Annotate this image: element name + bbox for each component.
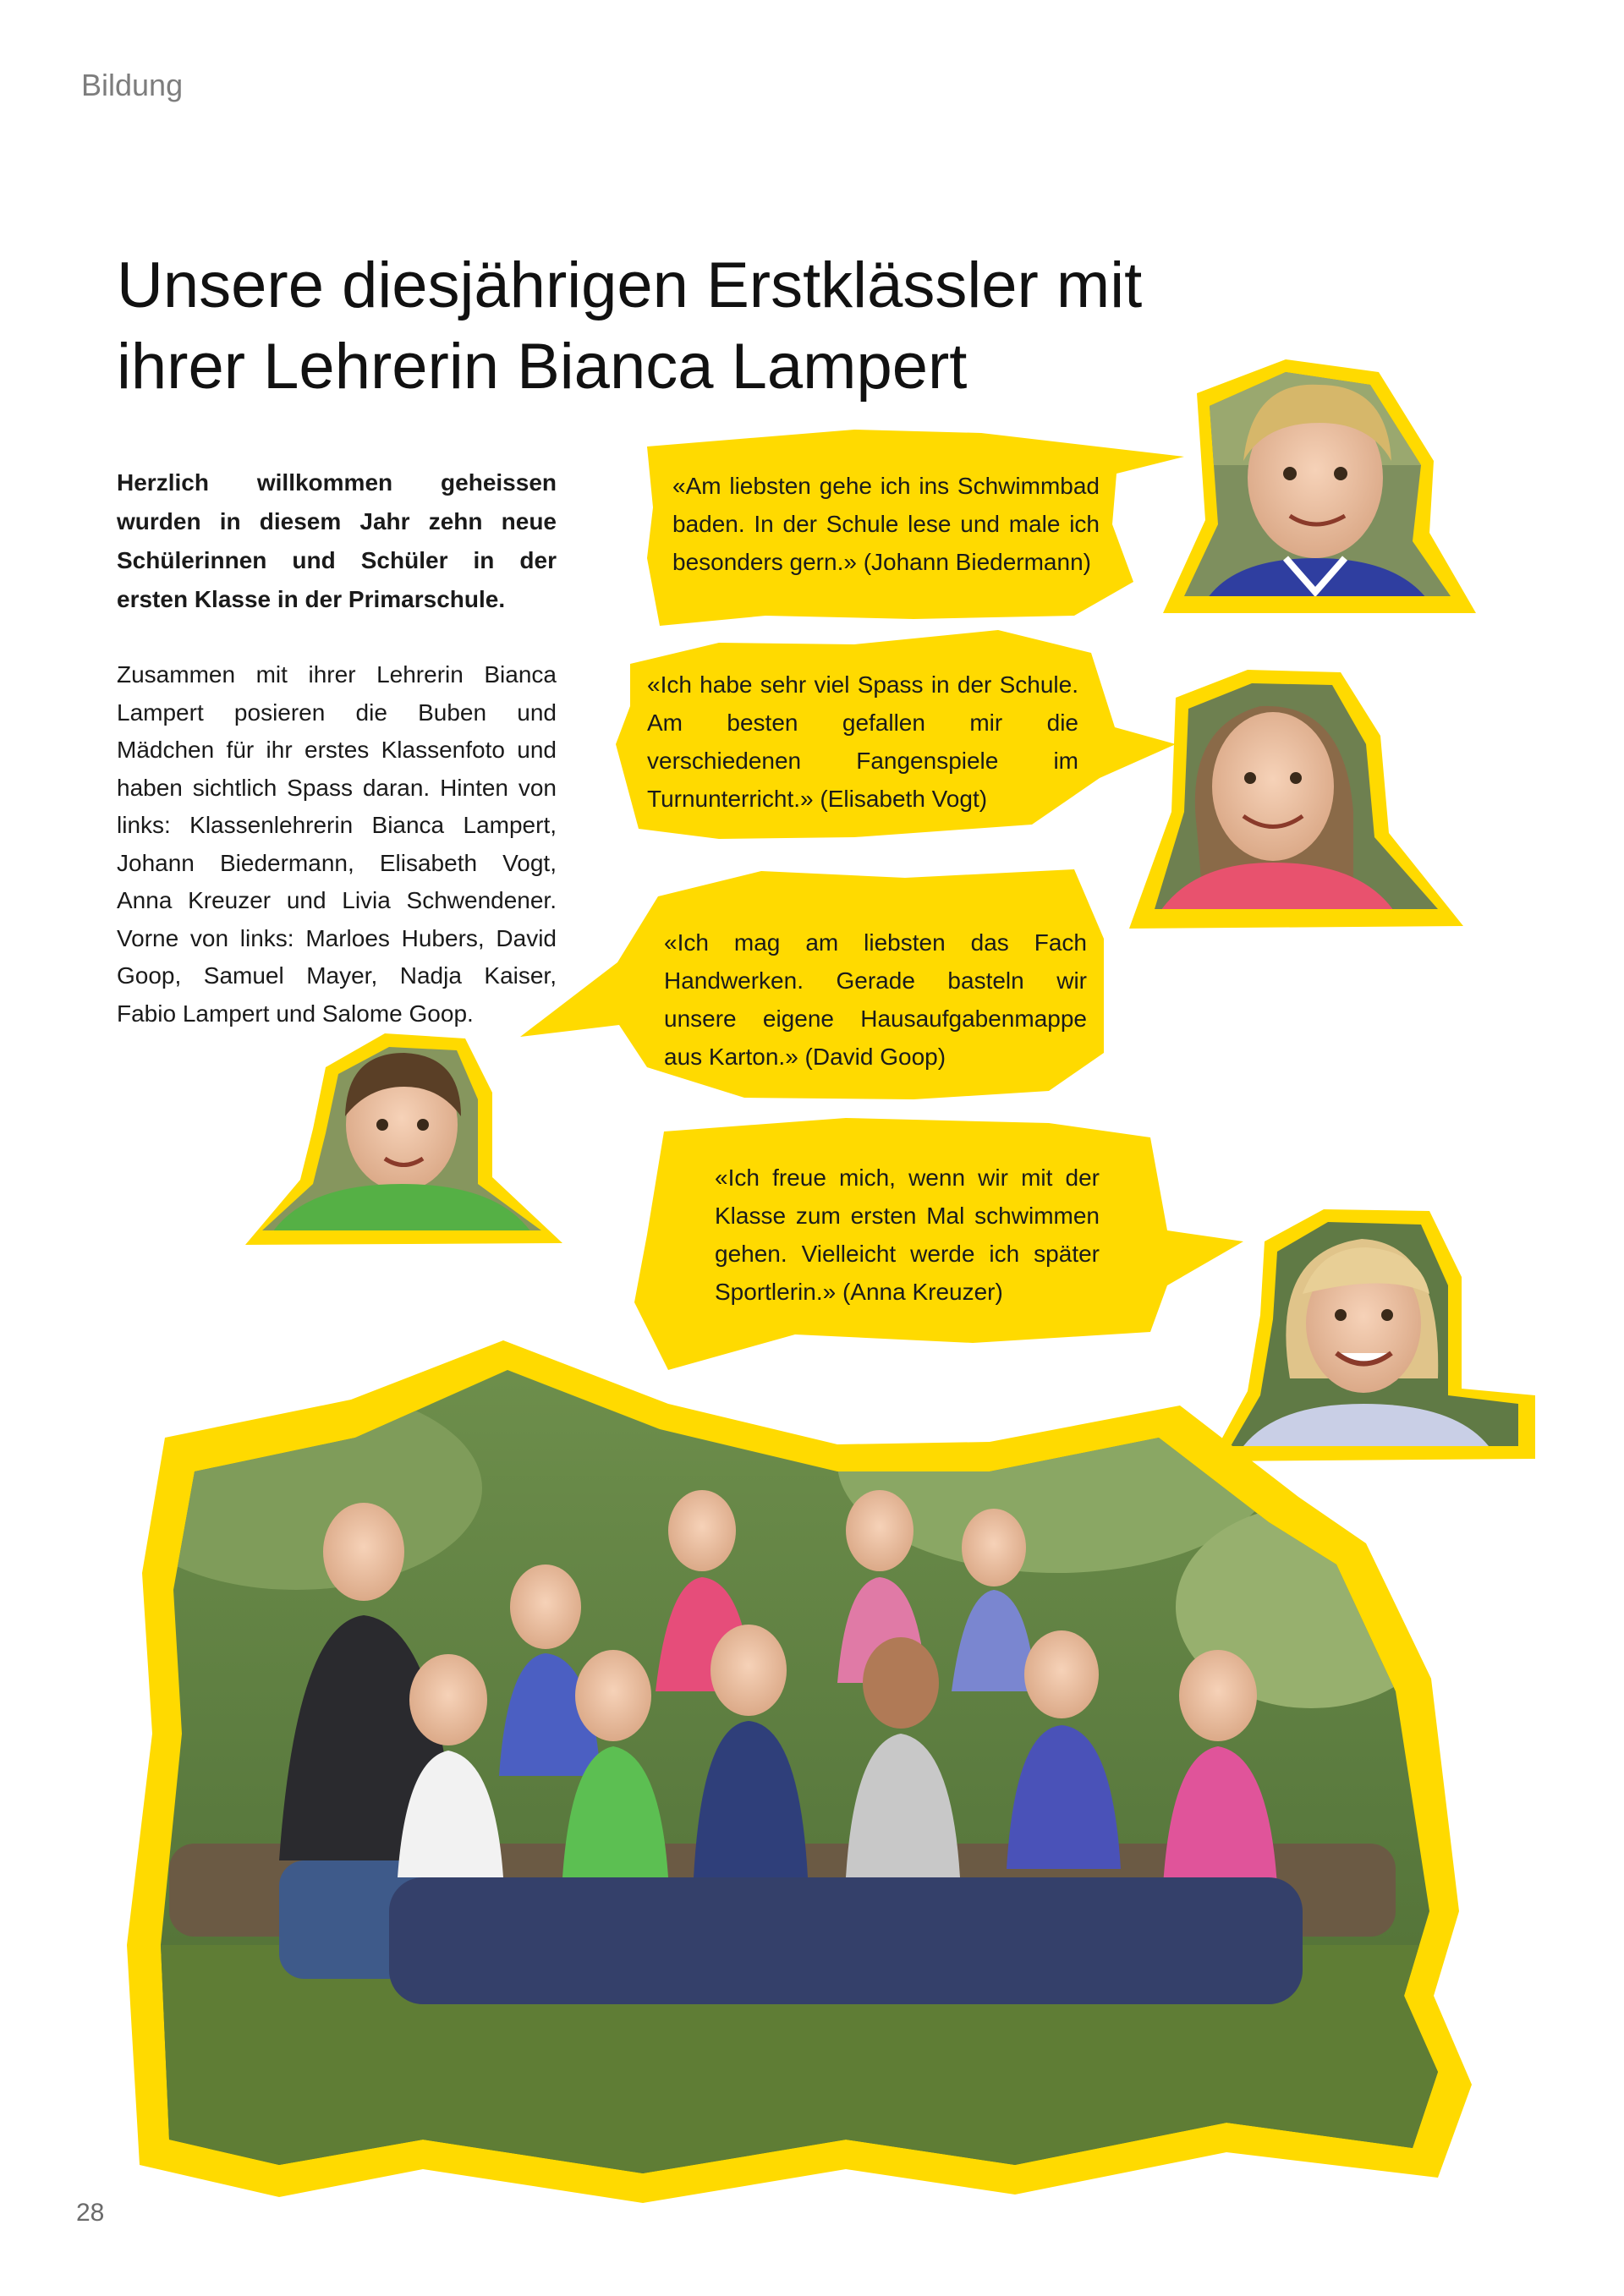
section-label: Bildung bbox=[81, 68, 184, 102]
portrait-2-image bbox=[1150, 677, 1446, 922]
quote-1-text: «Am liebsten gehe ich ins Schwimmbad baden. In der Schule lese und male ich besonders gern.» (Johann Biedermann) bbox=[672, 473, 1100, 575]
quote-3-text: «Ich mag am liebsten das Fach Handwerken. Gerade basteln wir unsere eigene Hausaufgabenmappe aus Karton.» (David Goop) bbox=[664, 929, 1087, 1070]
title-line-2: ihrer Lehrerin Bianca Lampert bbox=[117, 331, 968, 403]
page-number: 28 bbox=[76, 2199, 105, 2227]
title-line-1: Unsere diesjährigen Erstklässler mit bbox=[117, 249, 1143, 321]
portrait-3-image bbox=[254, 1040, 550, 1243]
article-intro: Herzlich willkommen geheissen wurden in diesem Jahr zehn neue Schülerinnen und Schüler in der ersten Klasse in der Primarschule. bbox=[117, 469, 557, 612]
quote-4-text: «Ich freue mich, wenn wir mit der Klasse zum ersten Mal schwimmen gehen. Vielleicht werde ich später Sportlerin.» (Anna Kreuzer) bbox=[715, 1164, 1100, 1305]
quote-2-text: «Ich habe sehr viel Spass in der Schule. Am besten gefallen mir die verschiedenen Fangenspiele im Turnunterricht.» (Elisabeth Vogt) bbox=[647, 671, 1078, 812]
article-body: Zusammen mit ihrer Lehrerin Bianca Lampert posieren die Buben und Mädchen für ihr erstes Klassenfoto und haben sichtlich Spass daran. Hinten von links: Klassenlehrerin Bianca Lampert, Johann Biedermann, Elisabeth Vogt, Anna Kreuzer und Livia Schwendener. Vorne von links: Marloes Hubers, David Goop, Samuel Mayer, Nadja Kaiser, Fabio Lampert und Salome Goop. bbox=[117, 661, 557, 1027]
